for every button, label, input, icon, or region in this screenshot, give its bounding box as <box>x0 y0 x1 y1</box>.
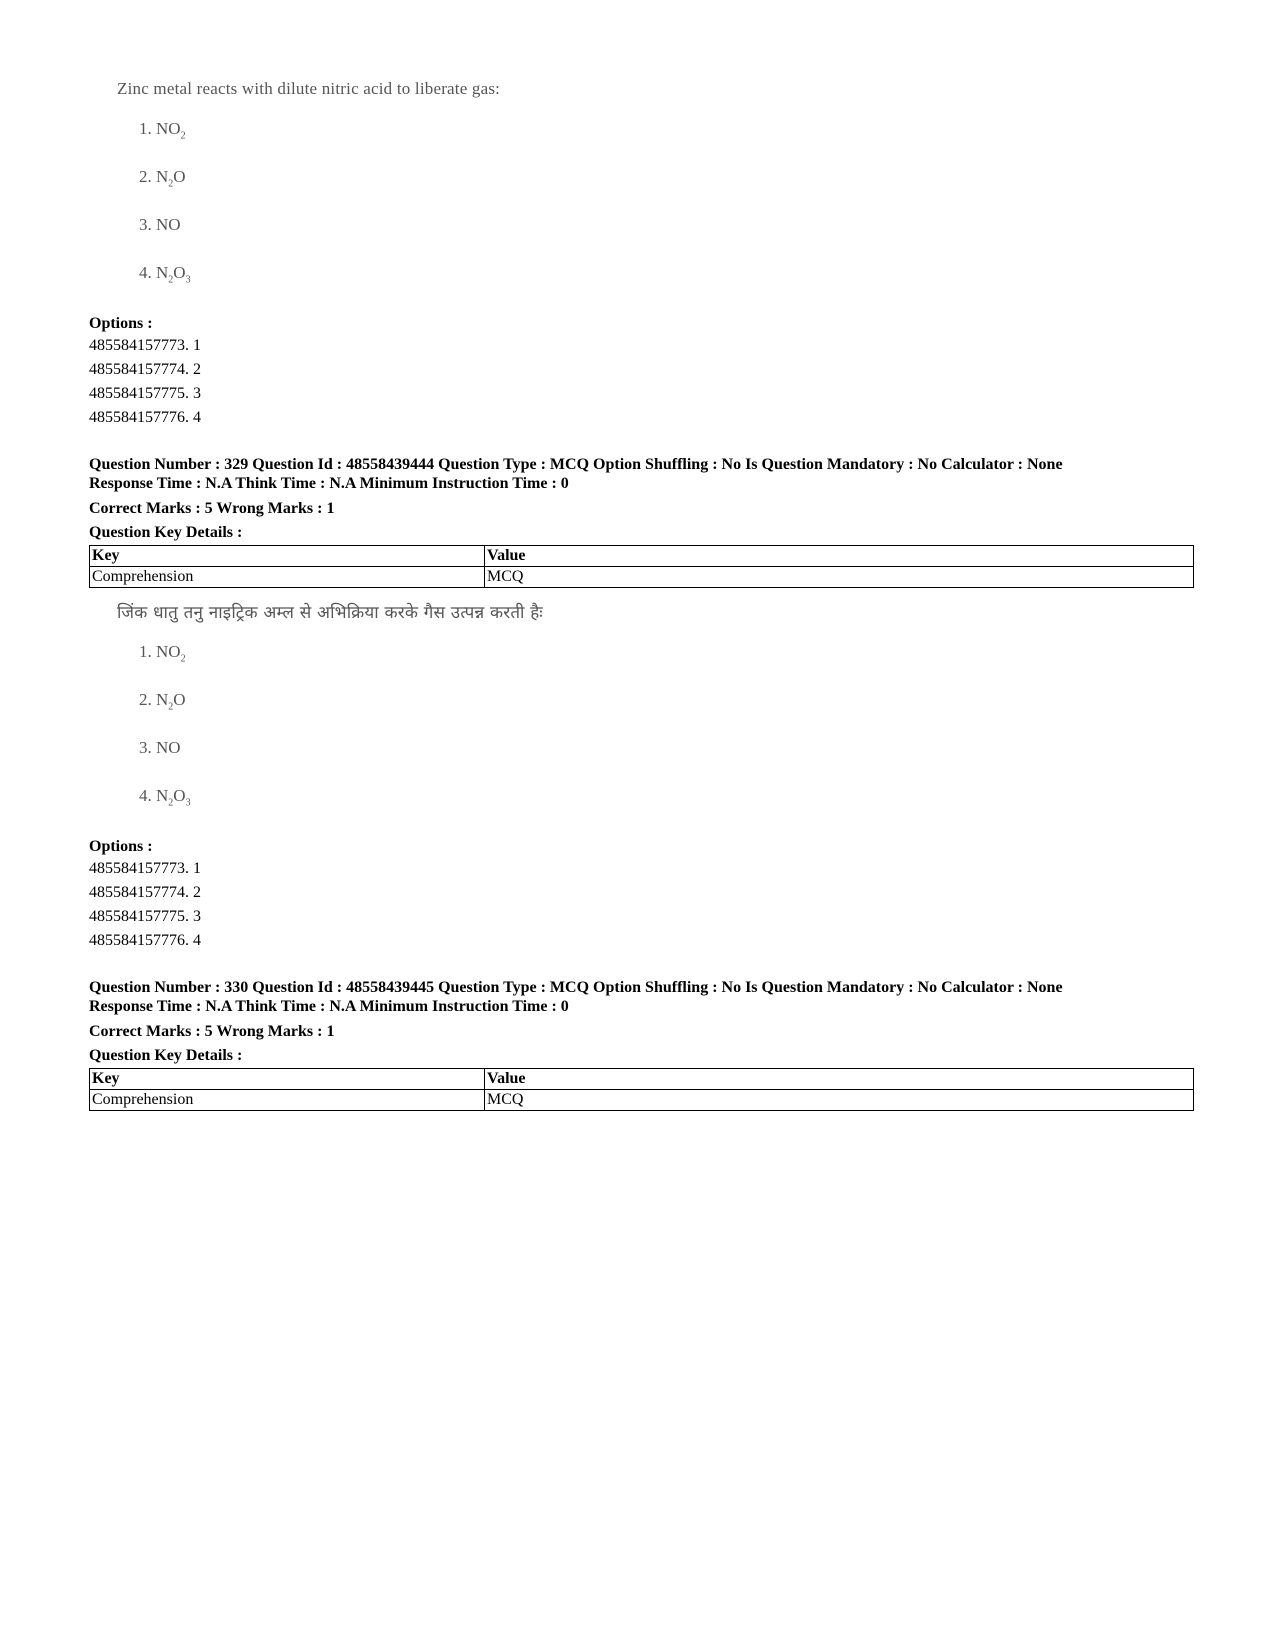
key-details-label: Question Key Details : <box>89 523 243 541</box>
question-meta-line: Question Number : 329 Question Id : 48558439444 Question Type : MCQ Option Shuffling : No Is Question Mandatory : No Calculator : None <box>89 455 1063 473</box>
question-image-english <box>89 78 1194 307</box>
option-line: 485584157774. 2 <box>89 884 201 902</box>
question-option-3: 3. NO <box>139 738 181 758</box>
marks-line: Correct Marks : 5 Wrong Marks : 1 <box>89 1023 335 1041</box>
question-stem: Zinc metal reacts with dilute nitric acid to liberate gas: <box>117 79 501 98</box>
table-header-row <box>90 545 1194 566</box>
question-option-3: 3. NO <box>139 214 181 234</box>
question-option-1: 1. $NO_2$ <box>139 642 186 665</box>
table-cell-value: MCQ <box>485 1090 1194 1111</box>
option-line: 485584157776. 4 <box>89 408 201 426</box>
option-line: 485584157773. 1 <box>89 336 201 354</box>
question-option-4: 4. $N_2O_3$ <box>139 262 191 286</box>
question-meta <box>89 978 1194 1041</box>
question-option-2: 2. $N_2O$ <box>139 690 186 713</box>
question-timing-line: Response Time : N.A Think Time : N.A Minimum Instruction Time : 0 <box>89 474 569 492</box>
options-label: Options : <box>89 314 153 332</box>
question-meta <box>89 455 1194 518</box>
question-option-2: 2. $N_2O$ <box>139 166 186 190</box>
marks-line: Correct Marks : 5 Wrong Marks : 1 <box>89 499 335 517</box>
table-header-value: Value <box>485 1069 1194 1090</box>
key-details-table <box>89 1068 1194 1111</box>
key-details-table <box>89 545 1194 588</box>
table-header-key: Key <box>90 1069 485 1090</box>
document-page <box>89 78 1194 1111</box>
question-option-4: 4. $N_2O_3$ <box>139 786 191 809</box>
table-row <box>90 566 1194 587</box>
option-line: 485584157774. 2 <box>89 360 201 378</box>
table-header-value: Value <box>485 545 1194 566</box>
options-label: Options : <box>89 838 153 856</box>
question-meta-line: Question Number : 330 Question Id : 48558439445 Question Type : MCQ Option Shuffling : No Is Question Mandatory : No Calculator : None <box>89 979 1063 997</box>
table-row <box>90 1090 1194 1111</box>
question-stem: जिंक धातु तनु नाइट्रिक अम्ल से अभिक्रिया करके गैस उत्पन्न करती हैः <box>117 602 543 623</box>
option-line: 485584157773. 1 <box>89 860 201 878</box>
question-option-1: 1. $NO_2$ <box>139 118 186 142</box>
question-image-hindi <box>89 602 1194 831</box>
table-header-key: Key <box>90 545 485 566</box>
table-header-row <box>90 1069 1194 1090</box>
table-cell-key: Comprehension <box>90 1090 485 1111</box>
question-timing-line: Response Time : N.A Think Time : N.A Minimum Instruction Time : 0 <box>89 998 569 1016</box>
key-details-label: Question Key Details : <box>89 1047 243 1065</box>
table-cell-value: MCQ <box>485 566 1194 587</box>
option-line: 485584157776. 4 <box>89 932 201 950</box>
table-cell-key: Comprehension <box>90 566 485 587</box>
option-line: 485584157775. 3 <box>89 908 201 926</box>
option-line: 485584157775. 3 <box>89 384 201 402</box>
